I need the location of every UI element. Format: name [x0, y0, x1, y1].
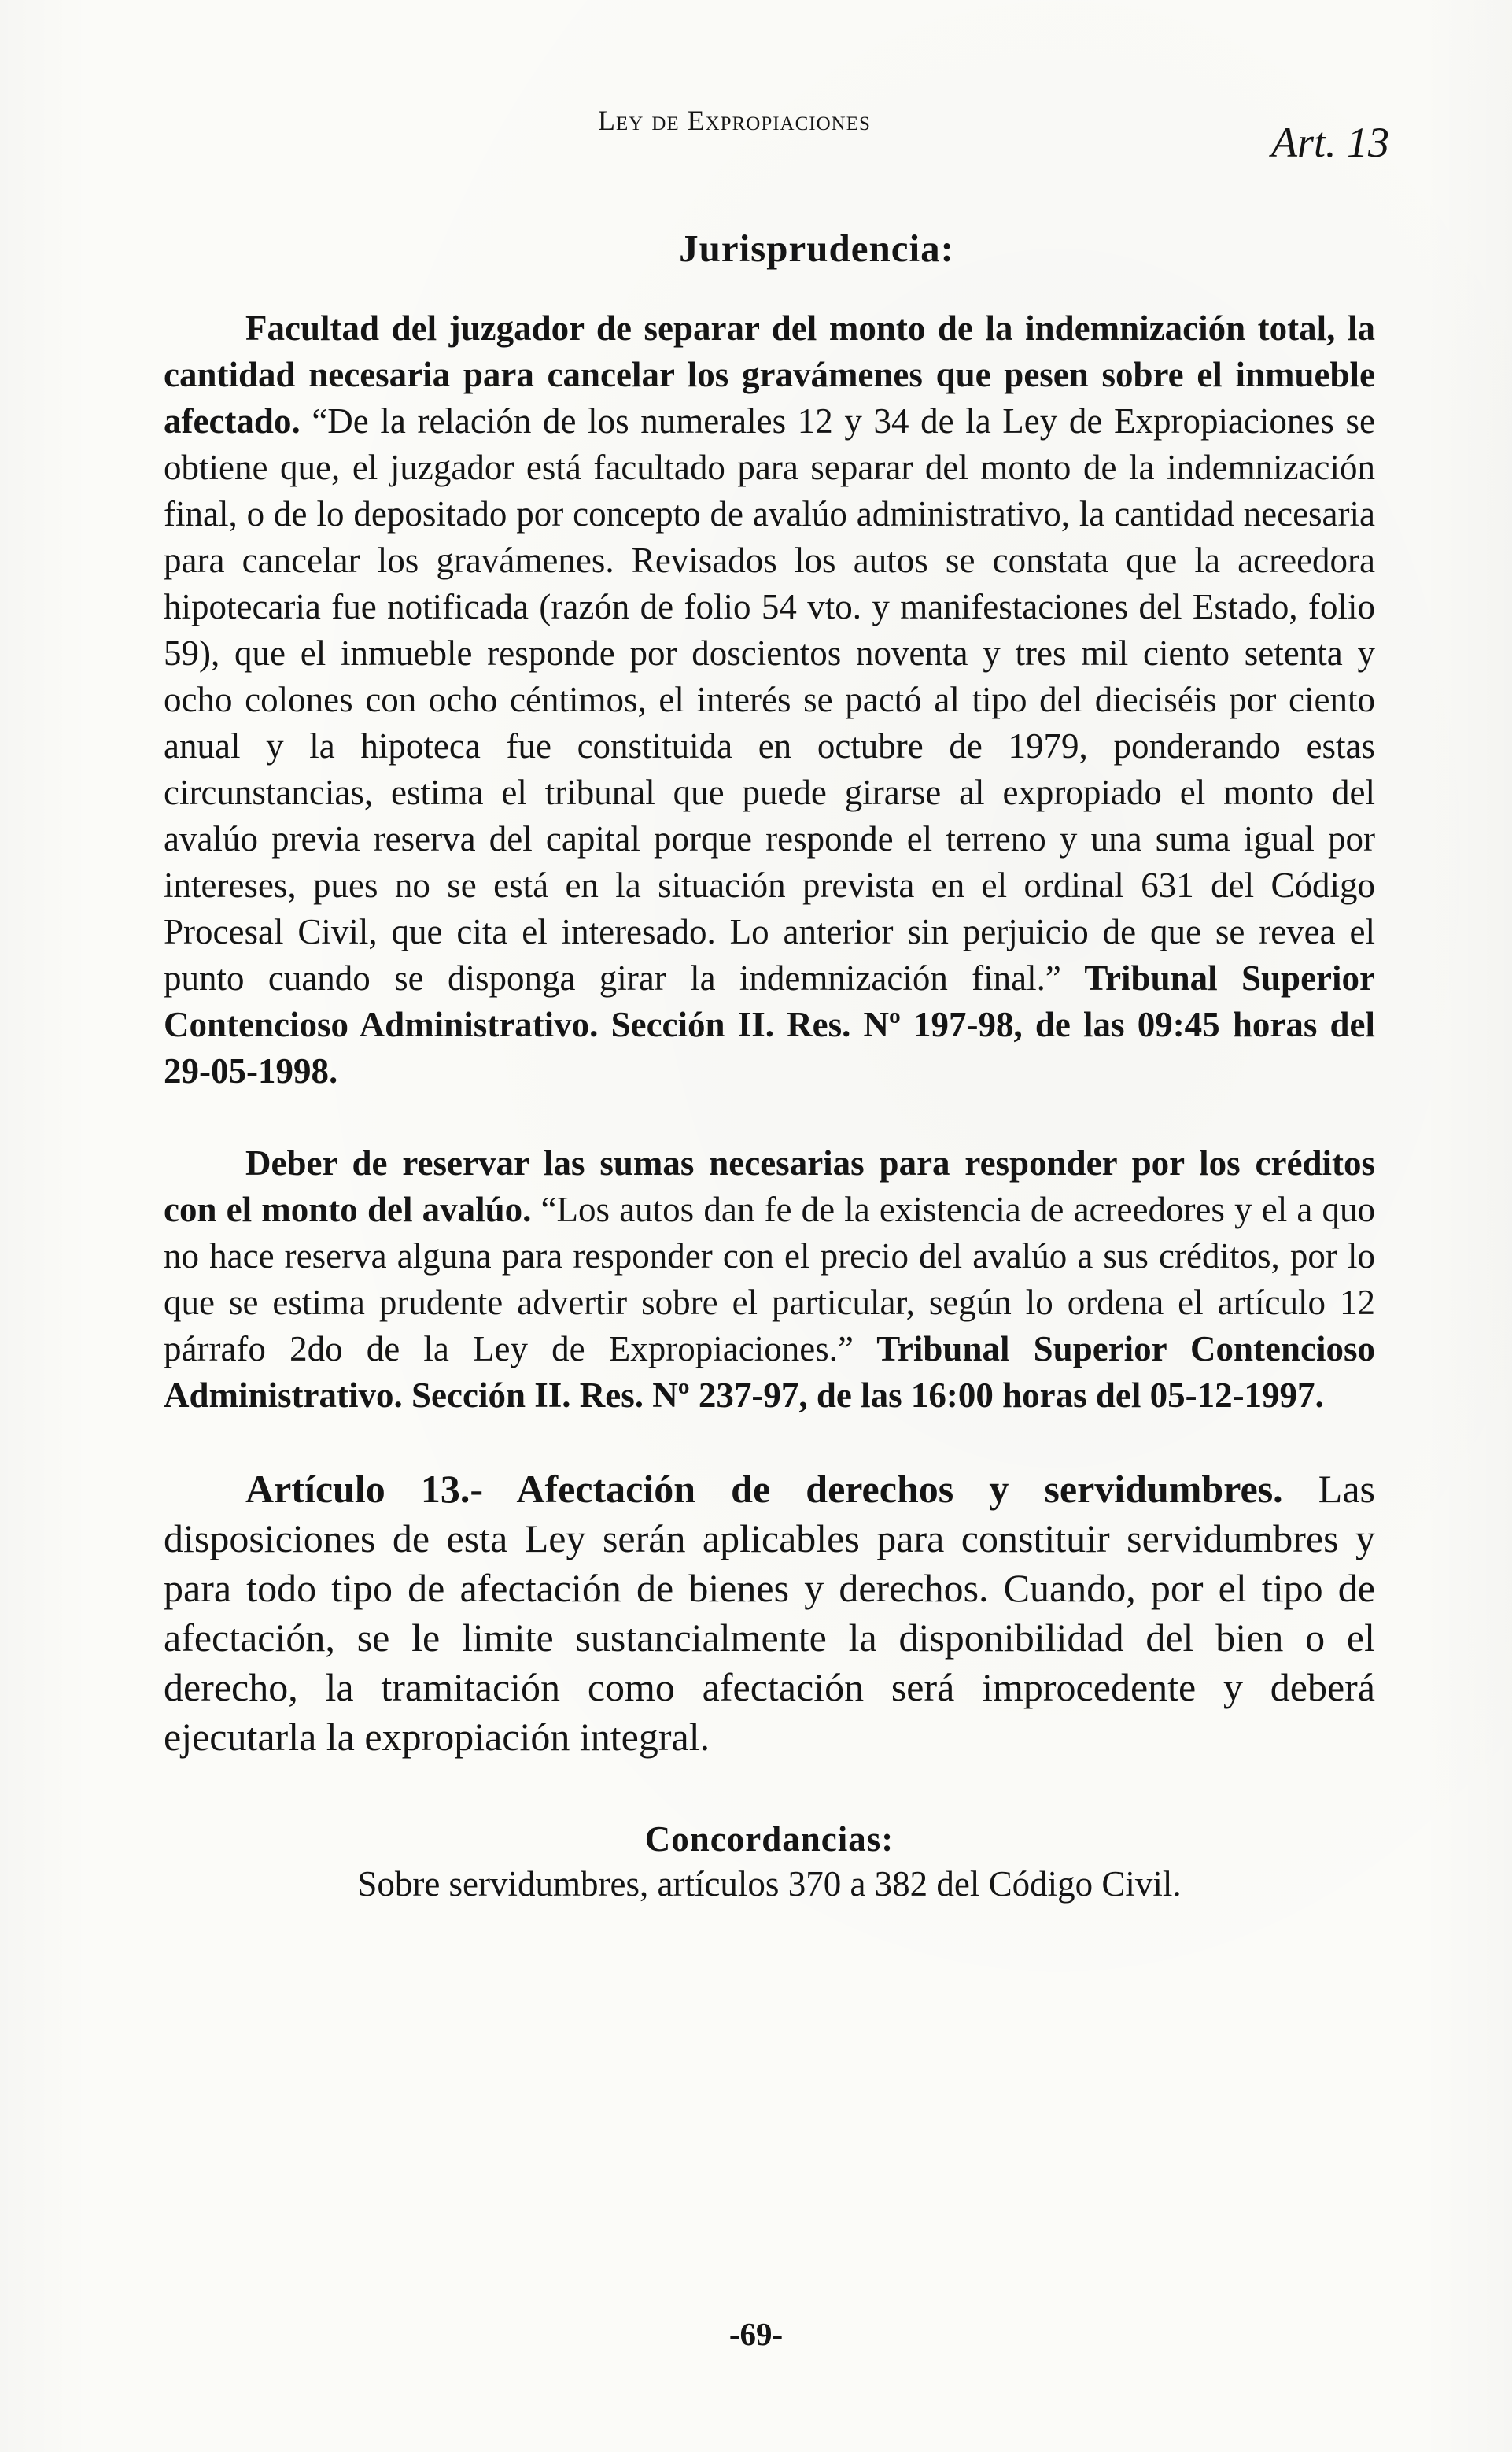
concordance-text: Sobre servidumbres, artículos 370 a 382 del Código Civil. — [357, 1864, 1182, 1904]
paragraph-2-lead: Deber de reservar las sumas necesarias para responder por los créditos con el monto del avalúo. — [164, 1143, 1375, 1229]
jurisprudence-paragraph-1 — [164, 305, 1375, 1095]
jurisprudence-paragraph-2 — [164, 1140, 1375, 1419]
article-13-title: Artículo 13.- Afectación de derechos y servidumbres. — [245, 1467, 1283, 1511]
paragraph-2-body: “Los autos dan fe de la existencia de acreedores y el a quo no hace reserva alguna para responder con el precio del avalúo a sus créditos, por lo que se estima prudente advertir sobre el particular, según lo ordena el artículo 12 párrafo 2do de la Ley de Expropiaciones.” — [164, 1190, 1375, 1368]
article-reference: Art. 13 — [1270, 119, 1389, 166]
paragraph-1-source: Tribunal Superior Contencioso Administrativo. Sección II. Res. Nº 197-98, de las 09:45 horas del 29-05-1998. — [164, 958, 1375, 1091]
concordance-heading: Concordancias: — [644, 1819, 894, 1859]
jurisprudence-heading: Jurisprudencia: — [679, 227, 954, 270]
running-head: Ley de Expropiaciones — [598, 105, 871, 136]
paragraph-1-body: “De la relación de los numerales 12 y 34 de la Ley de Expropiaciones se obtiene que, el juzgador está facultado para separar del monto de la indemnización final, o de lo depositado por concepto de avalúo administrativo, la cantidad necesaria para cancelar los gravámenes. Revisados los autos se constata que la acreedora hipotecaria fue notificada (razón de folio 54 vto. y manifestaciones del Estado, folio 59), que el inmueble responde por doscientos noventa y tres mil ciento setenta y ocho colones con ocho céntimos, el interés se pactó al tipo del dieciséis por ciento anual y la hipoteca fue constituida en octubre de 1979, ponderando estas circunstancias, estima el tribunal que puede girarse al expropiado el monto del avalúo previa reserva del capital porque responde el terreno y una suma igual por intereses, pues no se está en la situación prevista en el ordinal 631 del Código Procesal Civil, que cita el interesado. Lo anterior sin perjuicio de que se revea el punto cuando se disponga girar la indemnización final.” — [164, 401, 1375, 998]
page-number: -69- — [728, 2316, 784, 2352]
paragraph-1-lead: Facultad del juzgador de separar del monto de la indemnización total, la cantidad necesaria para cancelar los gravámenes que pesen sobre el inmueble afectado. — [164, 308, 1375, 441]
page-content — [164, 225, 1375, 1907]
article-13-body: Las disposiciones de esta Ley serán aplicables para constituir servidumbres y para todo tipo de afectación de bienes y derechos. Cuando, por el tipo de afectación, se le limite sustancialmente la disponibilidad del bien o el derecho, la tramitación como afectación será improcedente y deberá ejecutarla la expropiación integral. — [164, 1467, 1375, 1759]
article-13-paragraph — [164, 1464, 1375, 1762]
paragraph-2-source: Tribunal Superior Contencioso Administrativo. Sección II. Res. Nº 237-97, de las 16:00 horas del 05-12-1997. — [164, 1329, 1376, 1415]
